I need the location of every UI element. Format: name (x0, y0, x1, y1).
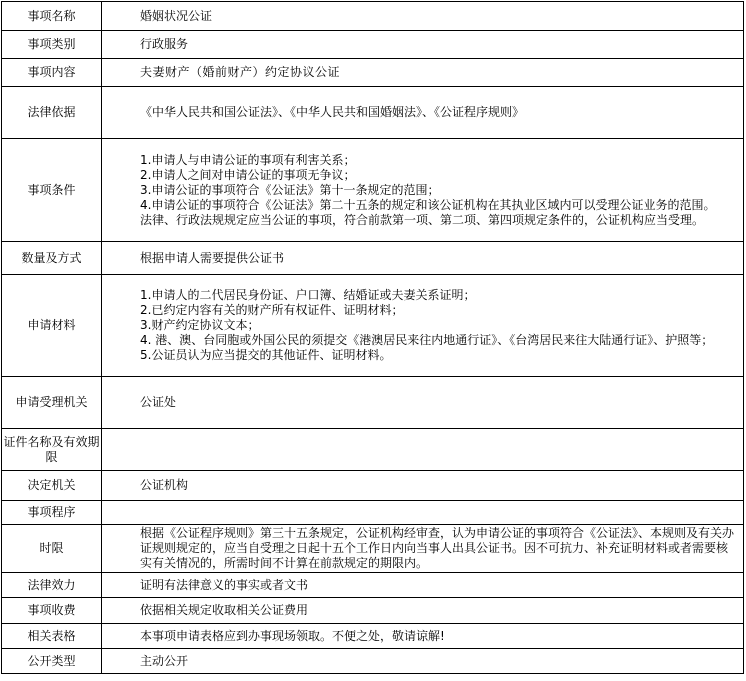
row-label: 法律依据 (2, 87, 102, 139)
row-label: 事项条件 (2, 139, 102, 242)
list-item: 法律、行政法规规定应当公证的事项，符合前款第一项、第二项、第四项规定条件的，公证机构应当受理。 (140, 212, 705, 227)
list-item: 1.申请人与申请公证的事项有利害关系； (140, 152, 356, 167)
row-label: 相关表格 (2, 624, 102, 649)
row-label: 法律效力 (2, 573, 102, 598)
row-value (102, 429, 744, 471)
table-row (2, 624, 744, 649)
table-row (2, 59, 744, 87)
row-label: 事项程序 (2, 501, 102, 525)
row-value: 夫妻财产（婚前财产）约定协议公证 (102, 59, 744, 87)
row-value: 行政服务 (102, 31, 744, 59)
table-row (2, 525, 744, 573)
table-row (2, 31, 744, 59)
table-row (2, 2, 744, 31)
row-value: 《中华人民共和国公证法》、《中华人民共和国婚姻法》、《公证程序规则》 (102, 87, 744, 139)
row-label: 证件名称及有效期限 (2, 429, 102, 471)
list-item: 2.已约定内容有关的财产所有权证件、证明材料； (140, 303, 404, 317)
row-label: 公开类型 (2, 649, 102, 674)
row-label: 时限 (2, 525, 102, 573)
table-row (2, 429, 744, 471)
row-value: 主动公开 (102, 649, 744, 674)
row-label: 事项内容 (2, 59, 102, 87)
row-label: 申请受理机关 (2, 377, 102, 429)
row-value: 本事项申请表格应到办事现场领取。不便之处，敬请谅解! (102, 624, 744, 649)
row-label: 事项类别 (2, 31, 102, 59)
row-value: 证明有法律意义的事实或者文书 (102, 573, 744, 598)
list-item: 1.申请人的二代居民身份证、户口簿、结婚证或夫妻关系证明； (140, 288, 476, 302)
list-item: 4.申请公证的事项符合《公证法》第二十五条的规定和该公证机构在其执业区域内可以受理公证业务的范围。 (140, 197, 716, 212)
table-row (2, 242, 744, 275)
table-row (2, 377, 744, 429)
list-item: 2.申请人之间对申请公证的事项无争议； (140, 167, 356, 182)
row-value (102, 501, 744, 525)
list-item: 3.财产约定协议文本； (140, 318, 260, 332)
table-row (2, 501, 744, 525)
row-value-list (102, 275, 744, 377)
row-value: 婚姻状况公证 (102, 2, 744, 31)
table-row (2, 87, 744, 139)
table-row (2, 471, 744, 501)
row-value: 公证处 (102, 377, 744, 429)
row-value: 根据《公证程序规则》第三十五条规定，公证机构经审查，认为申请公证的事项符合《公证法》、本规则及有关办证规则规定的，应当自受理之日起十五个工作日内向当事人出具公证书。因不可抗力、补充证明材料或者需要核实有关情况的，所需时间不计算在前款规定的期限内。 (102, 525, 744, 573)
table-row (2, 275, 744, 377)
list-item: 3.申请公证的事项符合《公证法》第十一条规定的范围； (140, 182, 440, 197)
row-label: 数量及方式 (2, 242, 102, 275)
row-label: 事项名称 (2, 2, 102, 31)
info-table (1, 1, 744, 674)
row-value-list (102, 139, 744, 242)
table-row (2, 598, 744, 624)
row-value: 公证机构 (102, 471, 744, 501)
row-label: 决定机关 (2, 471, 102, 501)
row-value: 根据申请人需要提供公证书 (102, 242, 744, 275)
row-value: 依据相关规定收取相关公证费用 (102, 598, 744, 624)
row-label: 事项收费 (2, 598, 102, 624)
table-row (2, 649, 744, 674)
table-row (2, 573, 744, 598)
list-item: 5.公证员认为应当提交的其他证件、证明材料。 (140, 348, 392, 362)
row-label: 申请材料 (2, 275, 102, 377)
table-row (2, 139, 744, 242)
list-item: 4. 港、澳、台同胞或外国公民的须提交《港澳居民来往内地通行证》、《台湾居民来往大陆通行证》、护照等； (140, 333, 714, 347)
